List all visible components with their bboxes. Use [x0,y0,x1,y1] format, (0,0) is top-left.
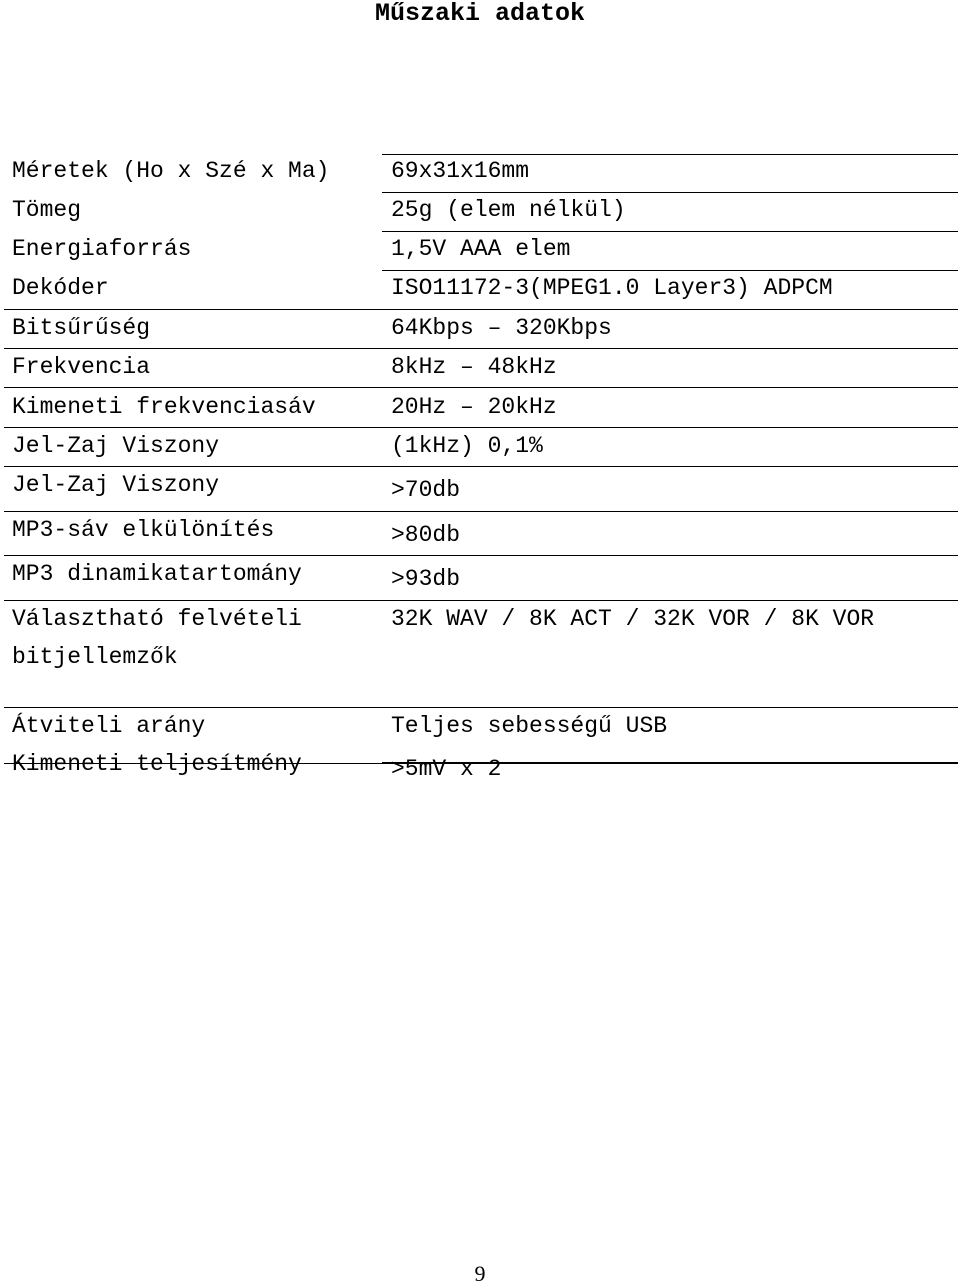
spec-label-continued: bitjellemzők [12,644,178,670]
table-rule [4,763,382,764]
spec-row-power-source [4,232,958,270]
spec-row-dimensions [4,154,958,192]
spec-value: 20Hz – 20kHz [391,394,557,420]
spec-value: (1kHz) 0,1% [391,433,543,459]
spec-value: Teljes sebességű USB [391,713,668,739]
spec-value: 25g (elem nélkül) [391,197,626,223]
spec-label: Energiaforrás [12,236,192,262]
spec-label: Bitsűrűség [12,315,151,341]
spec-row-snr-2 [4,467,958,511]
spec-label: Kimeneti teljesítmény [12,751,302,777]
spec-row-transfer-rate [4,708,958,746]
spec-row-snr-1 [4,428,958,466]
spec-row-recording-bitrate [4,601,958,707]
spec-row-dynamic-range [4,556,958,600]
spec-value: 69x31x16mm [391,158,530,184]
spec-label: Tömeg [12,197,82,223]
spec-value: >70db [391,477,461,503]
spec-label: Jel-Zaj Viszony [12,433,220,459]
spec-row-output-band [4,388,958,426]
spec-label: Frekvencia [12,354,151,380]
spec-value: 32K WAV / 8K ACT / 32K VOR / 8K VOR [391,606,875,632]
spec-label: Kimeneti frekvenciasáv [12,394,316,420]
spec-value: 64Kbps – 320Kbps [391,315,612,341]
spec-label: MP3 dinamikatartomány [12,561,302,587]
spec-row-separation [4,512,958,556]
spec-label: Méretek (Ho x Szé x Ma) [12,158,330,184]
spec-row-frequency [4,349,958,387]
spec-value: 8kHz – 48kHz [391,354,557,380]
spec-value: >5mV x 2 [391,756,502,782]
spec-value: >80db [391,522,461,548]
spec-row-weight [4,193,958,231]
spec-label: Választható felvételi [12,606,302,632]
page-number: 9 [474,1261,486,1286]
spec-row-bitrate [4,310,958,348]
spec-value: 1,5V AAA elem [391,236,571,262]
spec-value: ISO11172-3(MPEG1.0 Layer3) ADPCM [391,275,833,301]
spec-label: MP3-sáv elkülönítés [12,517,275,543]
spec-label: Átviteli arány [12,713,206,739]
spec-value: >93db [391,566,461,592]
spec-row-decoder [4,271,958,309]
spec-row-output-power [4,747,958,791]
spec-label: Jel-Zaj Viszony [12,472,220,498]
spec-label: Dekóder [12,275,109,301]
page-title: Műszaki adatok [374,0,586,28]
table-rule [382,763,958,764]
